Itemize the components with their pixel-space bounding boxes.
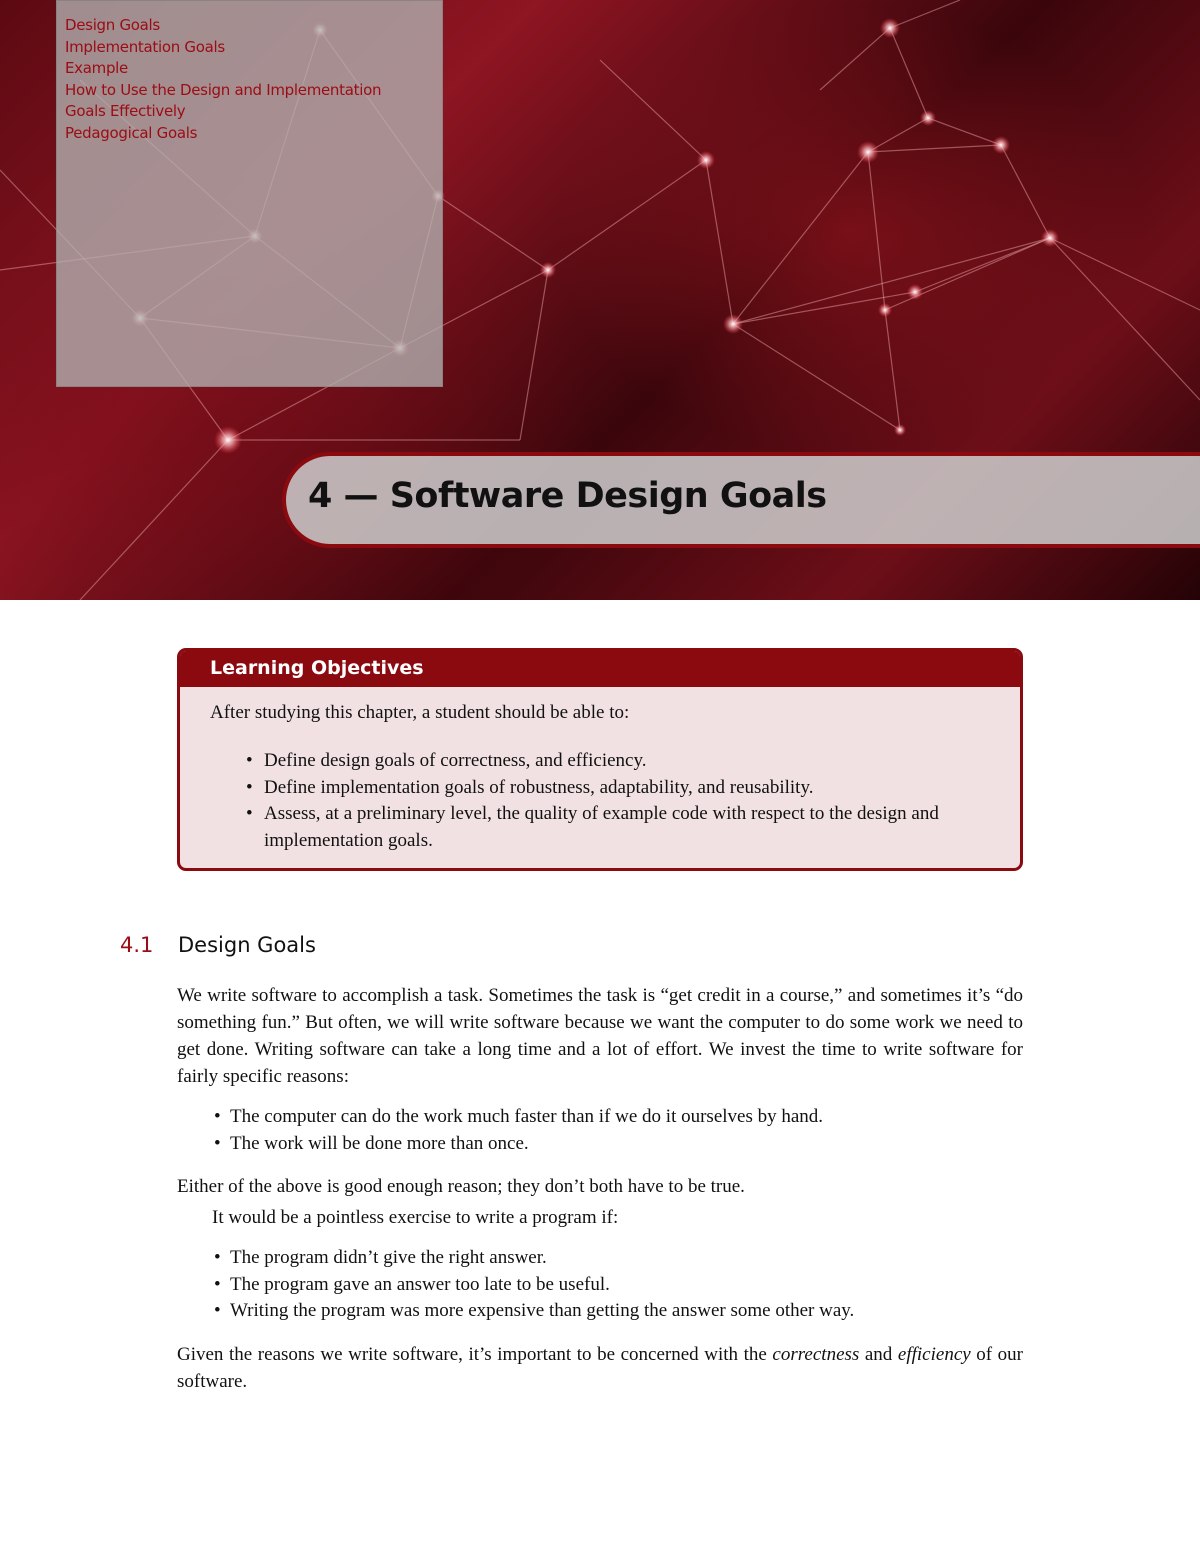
chapter-title: 4 — Software Design Goals (308, 476, 827, 516)
pointless-list (212, 1245, 1012, 1325)
learning-objectives-header (180, 651, 1020, 687)
list-item: • The program didn’t give the right answer. (212, 1245, 1012, 1272)
chapter-contents-box (56, 0, 443, 387)
toc-link-implementation-goals[interactable]: Implementation Goals (65, 37, 225, 56)
paragraph-conclusion (177, 1341, 1023, 1395)
conclusion-text: of our software. (177, 1344, 1024, 1392)
term-efficiency: efficiency (897, 1344, 971, 1365)
chapter-title-banner (282, 452, 1200, 548)
term-correctness: correctness (772, 1344, 860, 1365)
learning-objectives-box (177, 648, 1023, 871)
section-title: Design Goals (178, 933, 316, 957)
learning-objectives-intro: After studying this chapter, a student should be able to: (210, 702, 630, 723)
objective-item: • Define design goals of correctness, and efficiency. (244, 748, 1004, 775)
conclusion-text: Given the reasons we write software, it’s important to be concerned with the (177, 1344, 773, 1365)
toc-link-example[interactable]: Example (65, 59, 128, 77)
learning-objectives-list (244, 748, 1004, 854)
objective-item: • Define implementation goals of robustness, adaptability, and reusability. (244, 775, 1004, 802)
list-item: • Writing the program was more expensive than getting the answer some other way. (212, 1298, 1012, 1325)
objective-item: • Assess, at a preliminary level, the quality of example code with respect to the design and implementation goals. (244, 801, 1004, 854)
paragraph-pointless: It would be a pointless exercise to write a program if: (212, 1207, 619, 1228)
learning-objectives-title: Learning Objectives (210, 657, 424, 679)
toc-link-pedagogical-goals[interactable]: Pedagogical Goals (65, 123, 198, 142)
section-number: 4.1 (120, 933, 154, 957)
paragraph-either: Either of the above is good enough reason; they don’t both have to be true. (177, 1176, 745, 1197)
list-item: • The computer can do the work much faster than if we do it ourselves by hand. (212, 1104, 1012, 1131)
list-item: • The program gave an answer too late to be useful. (212, 1272, 1012, 1299)
reasons-list (212, 1104, 1012, 1157)
paragraph-intro: We write software to accomplish a task. Sometimes the task is “get credit in a course,” and sometimes it’s “do something fun.” But often, we will write software because we want the computer to do some work we need to get done. Writing software can take a long time and a lot of effort. We invest the time to write software for fairly specific reasons: (177, 985, 1023, 1087)
toc-link-how-to-use[interactable]: How to Use the Design and Implementation (65, 80, 382, 99)
conclusion-text: and (859, 1344, 898, 1365)
list-item: • The work will be done more than once. (212, 1131, 1012, 1158)
toc-link-how-to-use-cont[interactable]: Goals Effectively (65, 102, 186, 120)
chapter-header-image (0, 0, 1200, 600)
toc-link-design-goals[interactable]: Design Goals (65, 16, 160, 34)
